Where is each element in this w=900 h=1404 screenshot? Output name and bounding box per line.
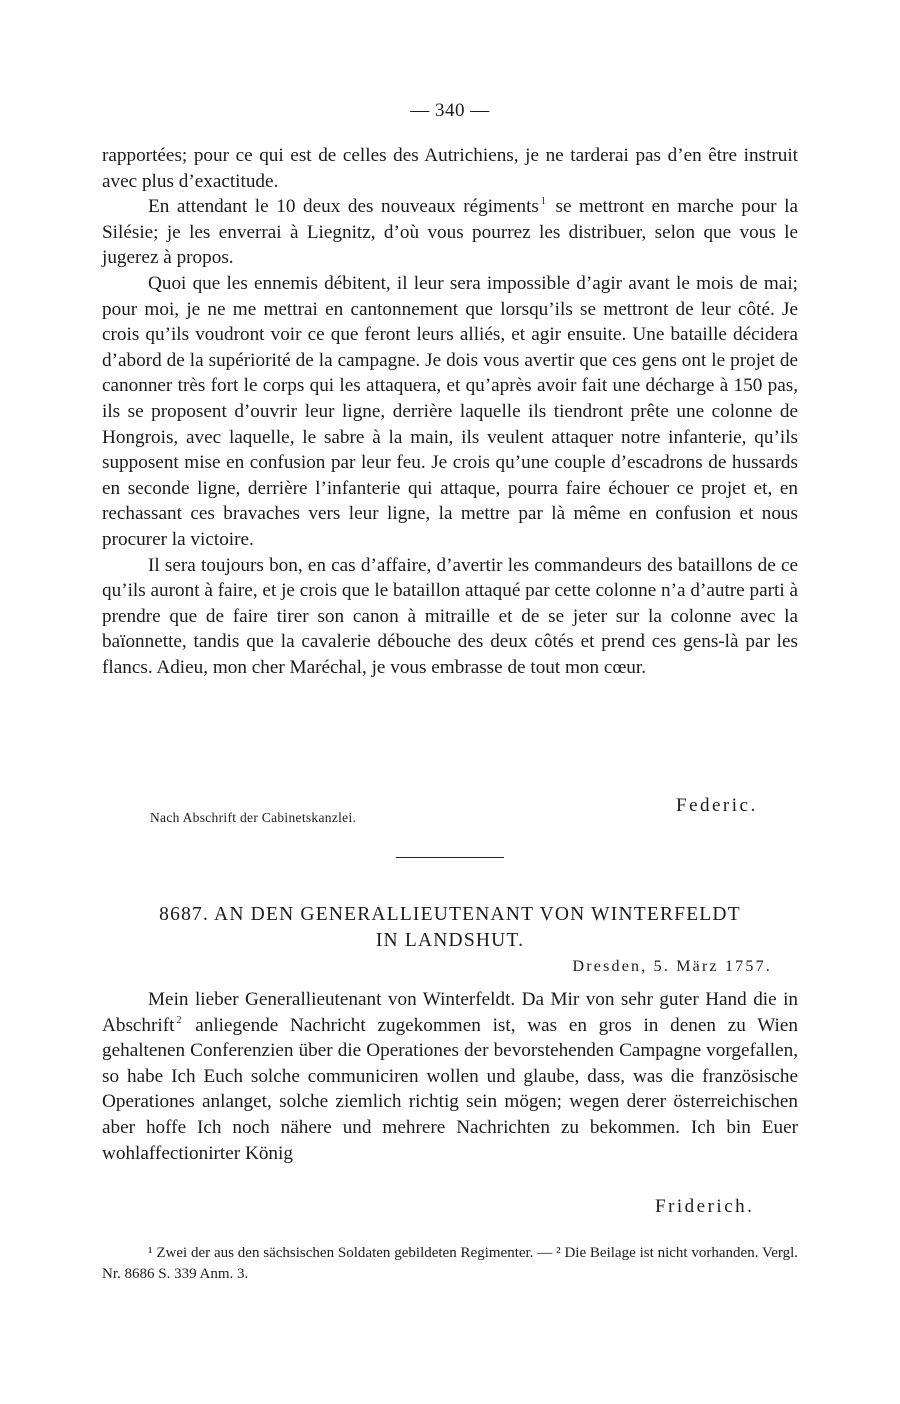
source-note: Nach Abschrift der Cabinetskanzlei.	[150, 810, 357, 825]
paragraph-text: se mettront en marche pour la Silésie; je les enverrai à Liegnitz, d’où vous pourrez les distribuer, selon que vous le jugerez à propos.	[102, 196, 798, 269]
paragraph: Quoi que les ennemis débitent, il leur sera impossible d’agir avant le mois de mai; pour moi, je ne me mettrai en cantonnement que lorsqu’ils se mettront de leur côté. Je crois qu’ils voudront voir ce que feront leurs alliés, et agir ensuite. Une bataille décidera d’abord de la supériorité de la campagne. Je dois vous avertir que ces gens ont le projet de canonner très fort le corps qui les attaquera, et qu’après avoir fait une décharge à 150 pas, ils se proposent d’ouvrir leur ligne, derrière laquelle ils tiendront prête une colonne de Hongrois, avec laquelle, le sabre à la main, ils veulent attaquer notre infanterie, qu’ils supposent mise en confusion par leur feu. Je crois qu’une couple d’escadrons de hussards en seconde ligne, derrière l’infanterie qui attaque, pourra faire échouer ce projet et, en rechassant ces bravaches vers leur ligne, la mettre par là même en confusion et nous procurer la victoire.	[102, 272, 798, 550]
heading-line: 8687. AN DEN GENERALLIEUTENANT VON WINTERFELDT	[159, 904, 741, 925]
paragraph	[102, 987, 798, 1166]
footnote-text: ¹ Zwei der aus den sächsischen Soldaten gebildeten Regimenter. — ² Die Beilage ist nicht vorhanden. Vergl. Nr. 8686 S. 339 Anm. 3.	[102, 1245, 798, 1282]
section-divider	[396, 857, 504, 858]
paragraph-text: anliegende Nachricht zugekommen ist, was en gros in denen zu Wien gehaltenen Conferenzien über die Operationes der bevorstehenden Campagne vorgefallen, so habe Ich Euch solche communiciren wollen und glaube, dass, was die französische Operationes anlanget, solche ziemlich richtig sein mögen; wegen derer österreichischen aber hoffe Ich noch nähere und mehrere Nachrichten zu bekommen. Ich bin Euer wohlaffectionirter König	[102, 1014, 798, 1164]
page-number: — 340 —	[410, 100, 490, 121]
footnote-marker: 2	[176, 1014, 182, 1026]
heading-line: IN LANDSHUT.	[375, 930, 525, 951]
footnote-marker: 1	[540, 196, 546, 208]
dateline: Dresden, 5. März 1757.	[572, 958, 772, 975]
signature-federic: Federic.	[676, 795, 758, 816]
letter-8687-body	[102, 987, 798, 1166]
paragraph	[102, 194, 798, 271]
paragraph-text: Mein lieber Generallieutenant von Winterfeldt. Da Mir von sehr guter Hand die in Abschrift	[102, 989, 798, 1036]
letter-8686-body	[102, 143, 798, 680]
paragraph: rapportées; pour ce qui est de celles des Autrichiens, je ne tarderai pas d’en être instruit avec plus d’exactitude.	[102, 145, 798, 192]
letter-heading	[102, 902, 798, 954]
signature-friderich: Friderich.	[655, 1196, 755, 1217]
paragraph-text: En attendant le 10 deux des nouveaux régiments	[148, 196, 539, 218]
paragraph: Il sera toujours bon, en cas d’affaire, d’avertir les commandeurs des bataillons de ce qu’ils auront à faire, et je crois que le bataillon attaqué par cette colonne n’a d’autre parti à prendre que de faire tirer son canon à mitraille et de se jeter sur la colonne avec la baïonnette, tandis que la cavalerie débouche des deux côtés et prend ces gens-là par les flancs. Adieu, mon cher Maréchal, je vous embrasse de tout mon cœur.	[102, 554, 798, 678]
footnotes	[102, 1243, 798, 1285]
